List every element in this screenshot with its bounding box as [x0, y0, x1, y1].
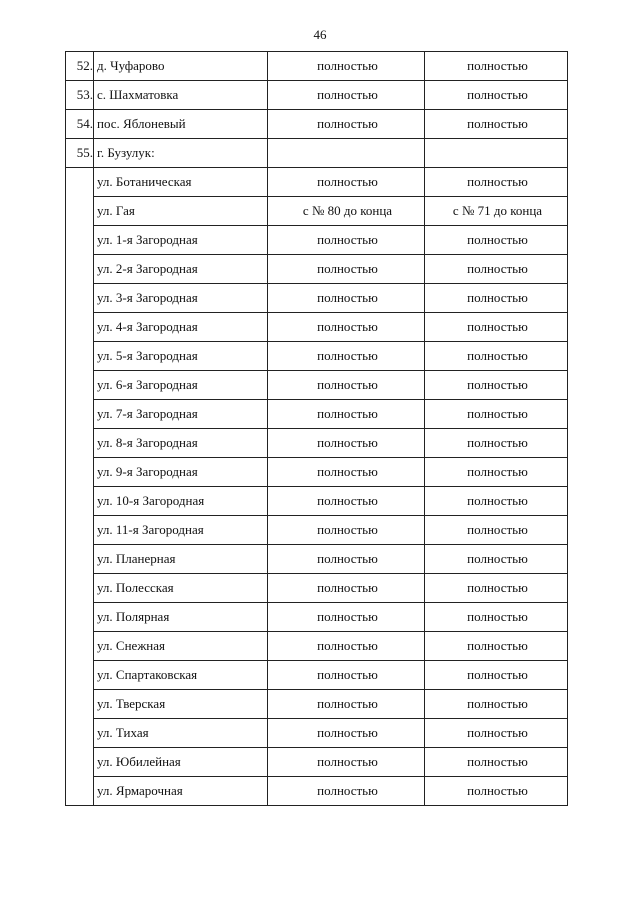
even-side-value: полностью [268, 429, 425, 458]
odd-side-value: полностью [425, 342, 568, 371]
street-name: ул. 8-я Загородная [94, 429, 268, 458]
odd-side-value: полностью [425, 110, 568, 139]
row-number [66, 400, 94, 429]
table-row [66, 516, 568, 545]
odd-side-value: полностью [425, 545, 568, 574]
odd-side-value: полностью [425, 429, 568, 458]
odd-side-value: полностью [425, 313, 568, 342]
street-name: ул. Гая [94, 197, 268, 226]
row-number [66, 661, 94, 690]
street-name: ул. Юбилейная [94, 748, 268, 777]
page-number: 46 [313, 27, 327, 42]
table-row [66, 690, 568, 719]
odd-side-value: полностью [425, 52, 568, 81]
street-name: ул. 4-я Загородная [94, 313, 268, 342]
table-row [66, 429, 568, 458]
even-side-value: полностью [268, 226, 425, 255]
odd-side-value: полностью [425, 487, 568, 516]
odd-side-value: полностью [425, 168, 568, 197]
table-row [66, 661, 568, 690]
table-row [66, 777, 568, 806]
odd-side-value: полностью [425, 371, 568, 400]
street-name: ул. Ярмарочная [94, 777, 268, 806]
row-number [66, 226, 94, 255]
row-number [66, 748, 94, 777]
street-name: ул. 11-я Загородная [94, 516, 268, 545]
street-name: ул. Полесская [94, 574, 268, 603]
row-number: 53. [66, 81, 94, 110]
street-name: д. Чуфарово [94, 52, 268, 81]
row-number [66, 284, 94, 313]
table-row [66, 400, 568, 429]
even-side-value: полностью [268, 313, 425, 342]
odd-side-value: с № 71 до конца [425, 197, 568, 226]
even-side-value: полностью [268, 400, 425, 429]
street-name: ул. Тверская [94, 690, 268, 719]
streets-table [65, 51, 568, 806]
street-name: ул. 2-я Загородная [94, 255, 268, 284]
row-number [66, 487, 94, 516]
row-number [66, 574, 94, 603]
street-name: ул. Ботаническая [94, 168, 268, 197]
row-number: 52. [66, 52, 94, 81]
row-number [66, 719, 94, 748]
even-side-value: полностью [268, 52, 425, 81]
row-number [66, 313, 94, 342]
even-side-value: с № 80 до конца [268, 197, 425, 226]
even-side-value: полностью [268, 545, 425, 574]
row-number [66, 516, 94, 545]
odd-side-value: полностью [425, 690, 568, 719]
even-side-value: полностью [268, 690, 425, 719]
even-side-value: полностью [268, 458, 425, 487]
street-name: ул. 3-я Загородная [94, 284, 268, 313]
row-number [66, 255, 94, 284]
table-row [66, 748, 568, 777]
street-name: пос. Яблоневый [94, 110, 268, 139]
table-row [66, 603, 568, 632]
street-name: ул. Планерная [94, 545, 268, 574]
odd-side-value: полностью [425, 516, 568, 545]
row-number [66, 632, 94, 661]
odd-side-value: полностью [425, 226, 568, 255]
odd-side-value: полностью [425, 81, 568, 110]
row-number: 55. [66, 139, 94, 168]
street-name: ул. 7-я Загородная [94, 400, 268, 429]
street-name: ул. 9-я Загородная [94, 458, 268, 487]
odd-side-value: полностью [425, 284, 568, 313]
odd-side-value: полностью [425, 458, 568, 487]
even-side-value [268, 139, 425, 168]
even-side-value: полностью [268, 748, 425, 777]
odd-side-value: полностью [425, 574, 568, 603]
street-name: с. Шахматовка [94, 81, 268, 110]
even-side-value: полностью [268, 110, 425, 139]
row-number [66, 545, 94, 574]
street-name: ул. Спартаковская [94, 661, 268, 690]
table-row [66, 458, 568, 487]
table-row [66, 226, 568, 255]
odd-side-value: полностью [425, 632, 568, 661]
row-number [66, 603, 94, 632]
street-name: ул. Полярная [94, 603, 268, 632]
row-number [66, 168, 94, 197]
even-side-value: полностью [268, 342, 425, 371]
street-name: ул. 6-я Загородная [94, 371, 268, 400]
table-row [66, 719, 568, 748]
even-side-value: полностью [268, 255, 425, 284]
table-row [66, 139, 568, 168]
table-row [66, 168, 568, 197]
even-side-value: полностью [268, 284, 425, 313]
table-row [66, 110, 568, 139]
street-name: ул. Тихая [94, 719, 268, 748]
table-row [66, 197, 568, 226]
table-row [66, 545, 568, 574]
row-number [66, 690, 94, 719]
even-side-value: полностью [268, 371, 425, 400]
street-name: ул. 5-я Загородная [94, 342, 268, 371]
odd-side-value: полностью [425, 255, 568, 284]
row-number: 54. [66, 110, 94, 139]
even-side-value: полностью [268, 661, 425, 690]
even-side-value: полностью [268, 81, 425, 110]
table-row [66, 632, 568, 661]
street-name: ул. Снежная [94, 632, 268, 661]
row-number [66, 429, 94, 458]
odd-side-value: полностью [425, 719, 568, 748]
even-side-value: полностью [268, 168, 425, 197]
even-side-value: полностью [268, 487, 425, 516]
row-number [66, 342, 94, 371]
odd-side-value: полностью [425, 603, 568, 632]
table-row [66, 574, 568, 603]
table-row [66, 342, 568, 371]
odd-side-value [425, 139, 568, 168]
table-row [66, 81, 568, 110]
street-name: ул. 1-я Загородная [94, 226, 268, 255]
even-side-value: полностью [268, 574, 425, 603]
table-row [66, 52, 568, 81]
table-row [66, 255, 568, 284]
row-number [66, 371, 94, 400]
even-side-value: полностью [268, 516, 425, 545]
even-side-value: полностью [268, 603, 425, 632]
even-side-value: полностью [268, 777, 425, 806]
table-row [66, 487, 568, 516]
row-number [66, 777, 94, 806]
street-name: ул. 10-я Загородная [94, 487, 268, 516]
row-number [66, 197, 94, 226]
table-row [66, 313, 568, 342]
street-name: г. Бузулук: [94, 139, 268, 168]
odd-side-value: полностью [425, 661, 568, 690]
row-number [66, 458, 94, 487]
table-row [66, 371, 568, 400]
odd-side-value: полностью [425, 400, 568, 429]
even-side-value: полностью [268, 632, 425, 661]
odd-side-value: полностью [425, 777, 568, 806]
table-row [66, 284, 568, 313]
even-side-value: полностью [268, 719, 425, 748]
odd-side-value: полностью [425, 748, 568, 777]
table-body [66, 52, 568, 806]
